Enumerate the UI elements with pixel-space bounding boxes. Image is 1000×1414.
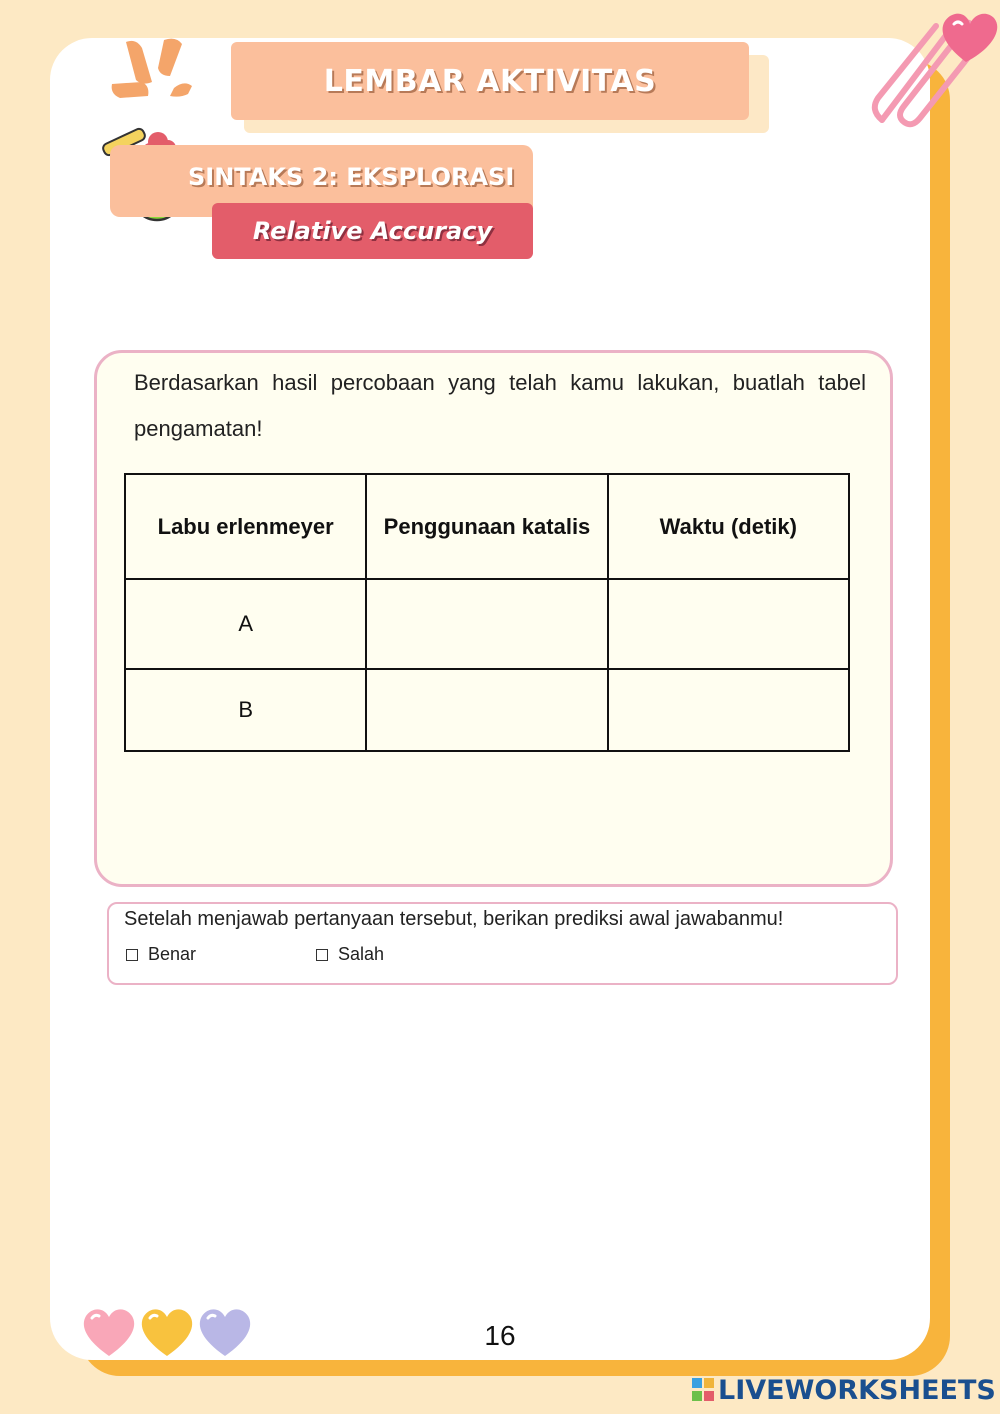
rays-decoration-icon [108,36,198,106]
table-input-cell[interactable] [608,579,849,669]
table-cell: A [125,579,366,669]
section-title: SINTAKS 2: EKSPLORASI [188,163,515,191]
table-header-row [125,474,849,579]
table-cell: B [125,669,366,751]
page-number: 16 [484,1320,516,1351]
heart-icon [200,1309,250,1356]
heart-icon [142,1309,192,1356]
table-header-cell: Labu erlenmeyer [125,474,366,579]
prediction-prompt: Setelah menjawab pertanyaan tersebut, berikan prediksi awal jawabanmu! [124,908,784,930]
checkbox-icon[interactable] [126,949,138,961]
table-input-cell[interactable] [608,669,849,751]
option-benar[interactable] [126,944,196,965]
table-row [125,579,849,669]
table-header-cell: Waktu (detik) [608,474,849,579]
option-salah[interactable] [316,944,384,965]
page-title: LEMBAR AKTIVITAS [323,63,657,99]
observation-table [124,473,850,752]
hearts-decoration [80,1304,260,1358]
brand-logo[interactable] [692,1372,996,1408]
section-subtitle: Relative Accuracy [252,217,493,245]
task-instruction: Berdasarkan hasil percobaan yang telah kamu lakukan, buatlah tabel pengamatan! [134,370,866,441]
heart-icon [84,1309,134,1356]
table-input-cell[interactable] [366,579,607,669]
table-header-cell: Penggunaan katalis [366,474,607,579]
title-banner [231,42,749,120]
heart-paperclip-icon [862,0,1000,135]
checkbox-icon[interactable] [316,949,328,961]
option-label: Benar [148,944,197,964]
table-row [125,669,849,751]
subtitle-banner [212,203,533,259]
option-label: Salah [338,944,385,964]
brand-name: LIVEWORKSHEETS [718,1374,996,1406]
table-input-cell[interactable] [366,669,607,751]
liveworksheets-logo-icon [692,1378,714,1402]
